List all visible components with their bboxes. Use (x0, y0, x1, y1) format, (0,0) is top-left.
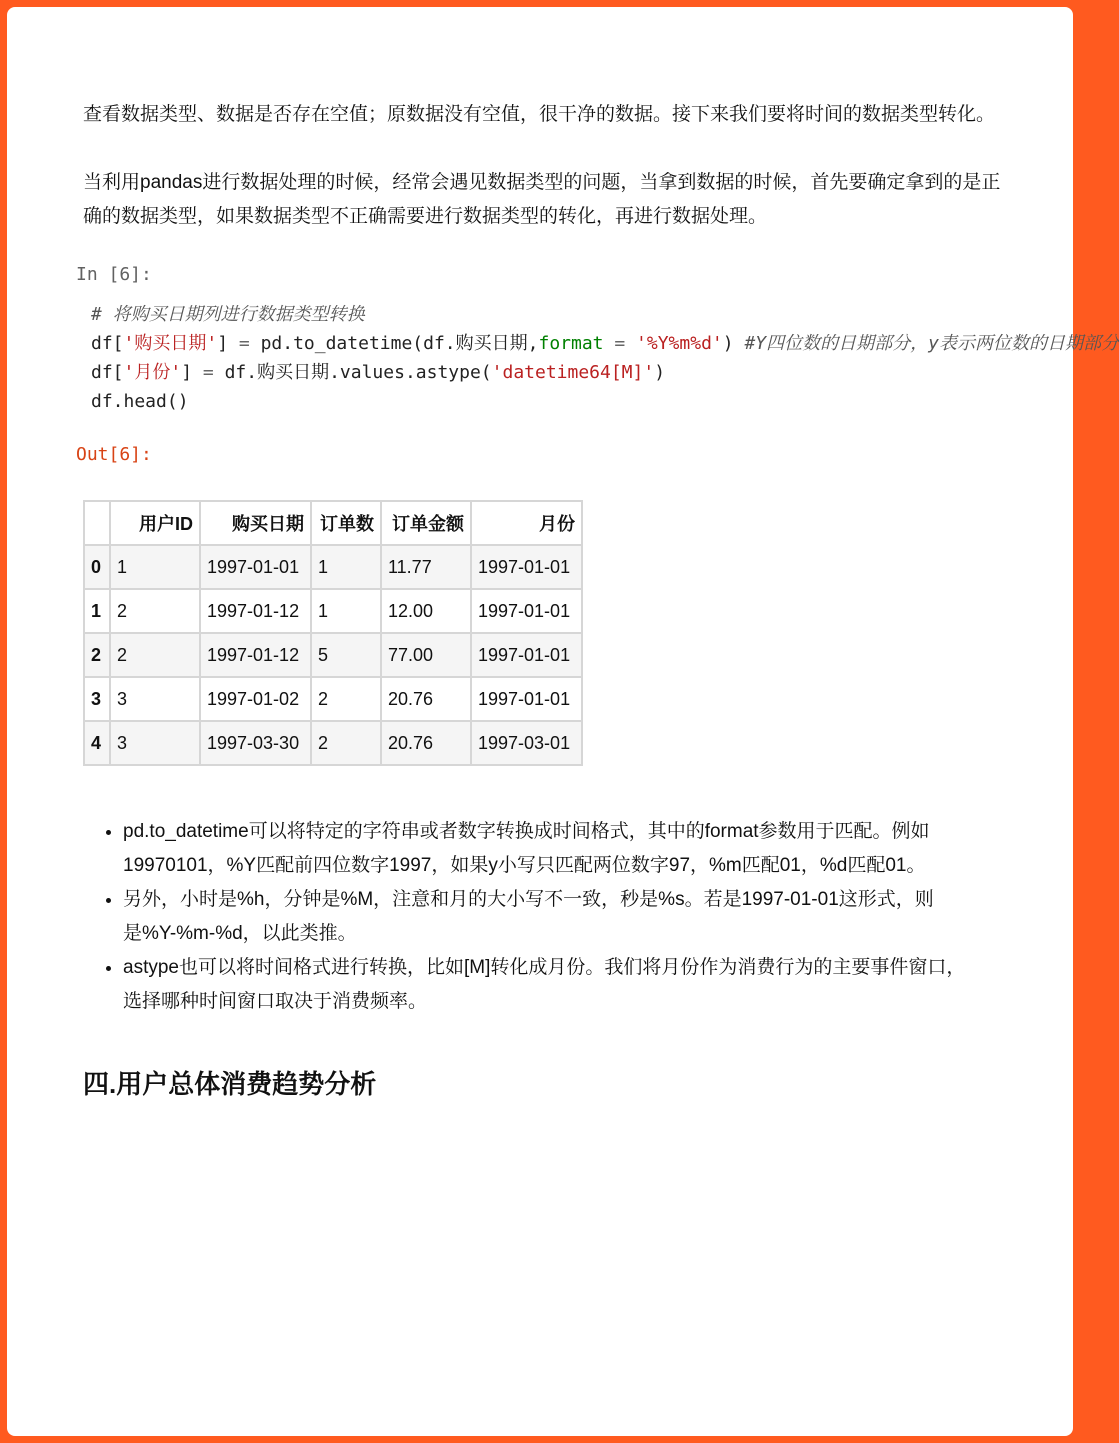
table-cell: 1997-01-01 (200, 545, 311, 589)
table-cell: 2 (311, 721, 381, 765)
table-header-cell (84, 501, 110, 545)
intro-paragraph-1: 查看数据类型、数据是否存在空值；原数据没有空值，很干净的数据。接下来我们要将时间的数据类型转化。 (83, 104, 996, 125)
table-cell: 1 (311, 545, 381, 589)
table-row (84, 633, 582, 677)
table-cell: 5 (311, 633, 381, 677)
table-cell: 1997-01-01 (471, 633, 582, 677)
code-string: '购买日期' (123, 333, 218, 354)
code-token (625, 333, 636, 354)
table-cell: 1997-01-02 (200, 677, 311, 721)
notes-list (93, 815, 983, 1019)
out-prompt: Out[6]: (76, 444, 152, 465)
table-cell: 1997-01-01 (471, 677, 582, 721)
row-index: 3 (84, 677, 110, 721)
row-index: 0 (84, 545, 110, 589)
table-cell: 2 (110, 589, 200, 633)
code-token: df[ (91, 333, 124, 354)
list-item: • 另外，小时是%h，分钟是%M，注意和月的大小写不一致，秒是%s。若是1997-01-01这形式，则是%Y-%m-%d，以此类推。 (123, 883, 983, 951)
code-token: df.购买日期.values.astype( (213, 362, 492, 383)
row-index: 1 (84, 589, 110, 633)
code-operator: = (614, 333, 626, 354)
table-header-cell: 用户ID (110, 501, 200, 545)
code-cell[interactable] (91, 300, 1119, 416)
table-cell: 1997-01-12 (200, 589, 311, 633)
table-row (84, 589, 582, 633)
table-cell: 77.00 (381, 633, 471, 677)
row-index: 2 (84, 633, 110, 677)
code-token: df[ (91, 362, 124, 383)
code-token (604, 333, 615, 354)
table-row (84, 545, 582, 589)
table-header-cell: 订单金额 (381, 501, 471, 545)
code-keyword: format (538, 333, 604, 354)
code-comment: #Y四位数的日期部分，y表示两位数的日期部分 (744, 333, 1119, 354)
table-cell: 1997-01-01 (471, 545, 582, 589)
code-token: ] (217, 333, 239, 354)
code-token: df.head() (91, 391, 189, 412)
table-header-cell: 订单数 (311, 501, 381, 545)
code-string: '月份' (123, 362, 182, 383)
table-header-cell: 购买日期 (200, 501, 311, 545)
table-header-row (84, 501, 582, 545)
table-cell: 1997-03-30 (200, 721, 311, 765)
section-heading: 四.用户总体消费趋势分析 (83, 1069, 377, 1099)
table-cell: 1997-01-12 (200, 633, 311, 677)
code-token: ] (181, 362, 203, 383)
code-token: pd.to_datetime(df.购买日期, (249, 333, 539, 354)
code-operator: = (238, 333, 250, 354)
table-cell: 3 (110, 721, 200, 765)
article-page (7, 7, 1119, 1436)
dataframe-table (83, 500, 583, 766)
table-cell: 2 (110, 633, 200, 677)
table-cell: 20.76 (381, 677, 471, 721)
list-item: • astype也可以将时间格式进行转换，比如[M]转化成月份。我们将月份作为消费行为的主要事件窗口，选择哪种时间窗口取决于消费频率。 (123, 951, 983, 1019)
table-cell: 11.77 (381, 545, 471, 589)
table-header-cell: 月份 (471, 501, 582, 545)
table-row (84, 721, 582, 765)
table-cell: 2 (311, 677, 381, 721)
intro-paragraph-2: 当利用pandas进行数据处理的时候，经常会遇见数据类型的问题，当拿到数据的时候，首先要确定拿到的是正确的数据类型，如果数据类型不正确需要进行数据类型的转化，再进行数据处理。 (83, 172, 1001, 227)
code-comment: # 将购买日期列进行数据类型转换 (91, 304, 365, 325)
code-token: ) (722, 333, 745, 354)
list-item: • pd.to_datetime可以将特定的字符串或者数字转换成时间格式，其中的format参数用于匹配。例如19970101，%Y匹配前四位数字1997，如果y小写只匹配两位数字97，%m匹配01，%d匹配01。 (123, 815, 983, 883)
table-cell: 3 (110, 677, 200, 721)
table-cell: 1997-03-01 (471, 721, 582, 765)
table-cell: 1 (311, 589, 381, 633)
code-string: '%Y%m%d' (636, 333, 723, 354)
row-index: 4 (84, 721, 110, 765)
table-cell: 20.76 (381, 721, 471, 765)
in-prompt: In [6]: (76, 264, 152, 285)
table-cell: 1997-01-01 (471, 589, 582, 633)
code-string: 'datetime64[M]' (491, 362, 655, 383)
code-token: ) (654, 362, 666, 383)
table-cell: 1 (110, 545, 200, 589)
table-row (84, 677, 582, 721)
code-operator: = (202, 362, 214, 383)
table-cell: 12.00 (381, 589, 471, 633)
